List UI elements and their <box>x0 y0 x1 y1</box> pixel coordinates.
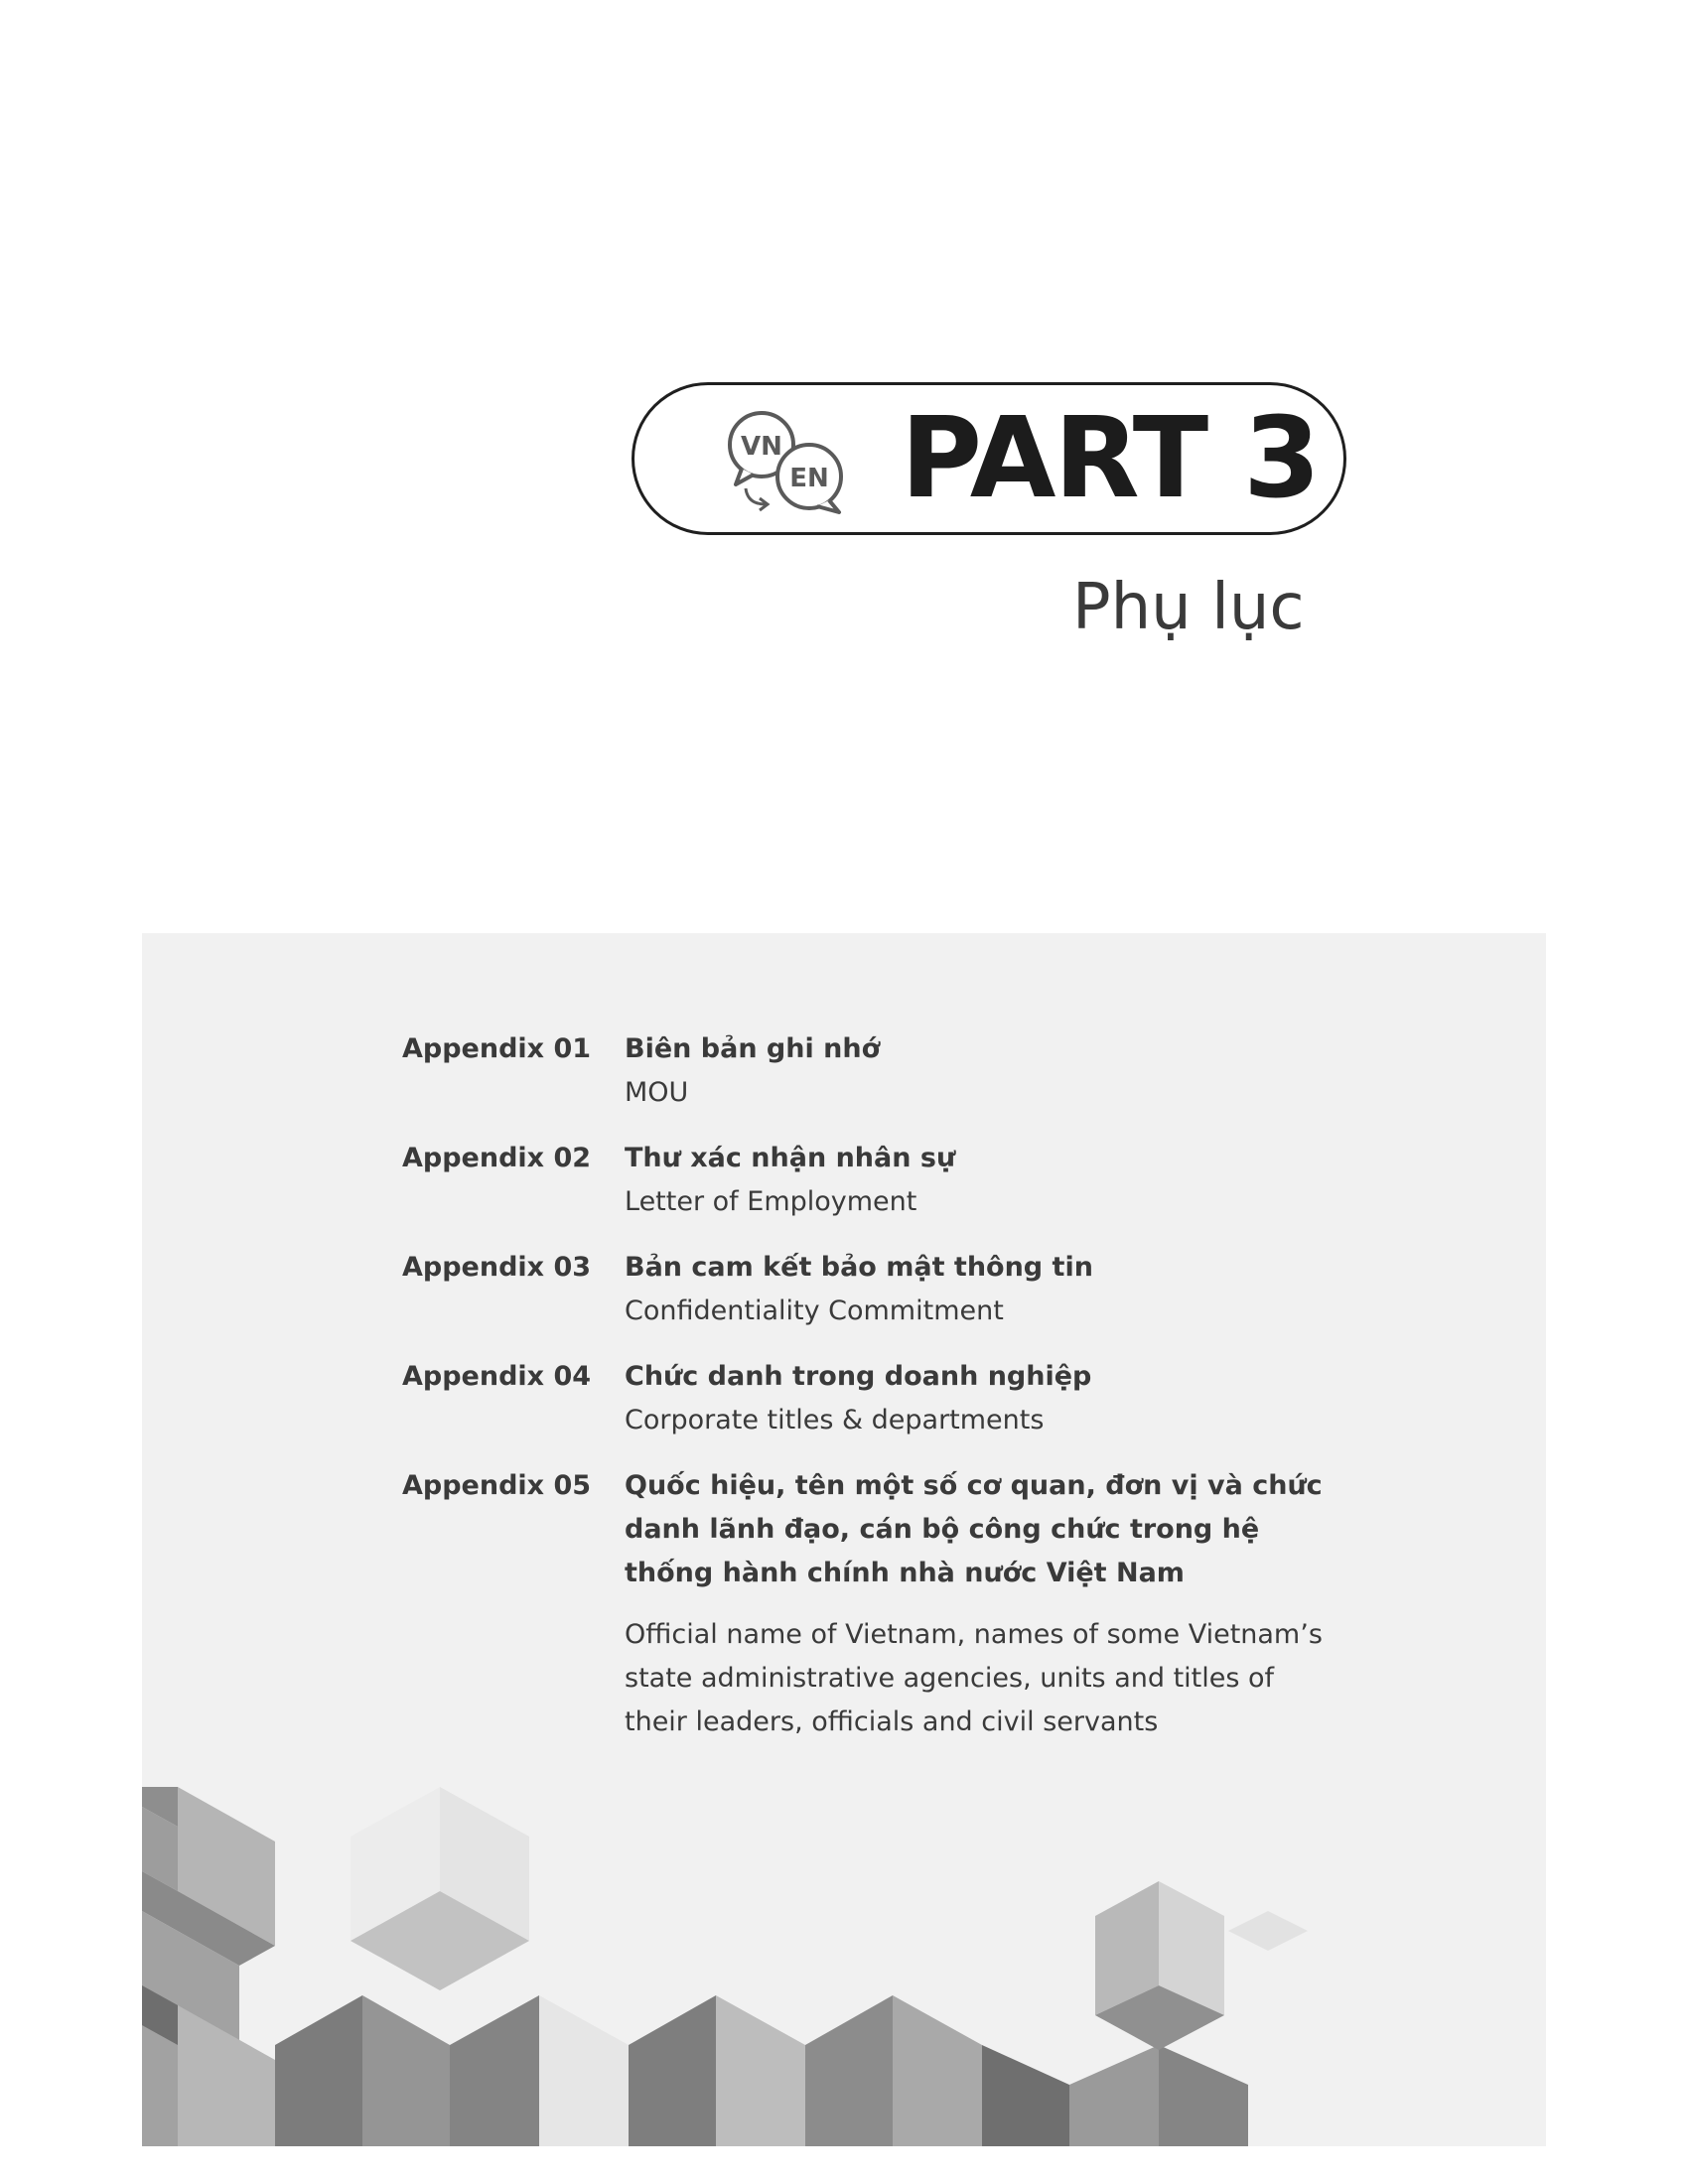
appendix-label: Appendix 03 <box>402 1252 592 1283</box>
vn-bubble-label: VN <box>741 432 782 462</box>
appendix-title-vi: Chức danh trong doanh nghiệp <box>625 1361 1092 1392</box>
appendix-title-en: Letter of Employment <box>625 1186 917 1217</box>
appendix-entry <box>402 1027 1395 1115</box>
decorative-cube-pattern <box>142 1787 1546 2146</box>
appendix-title-en: Confidentiality Commitment <box>625 1296 1004 1326</box>
appendix-title-en: Corporate titles & departments <box>625 1405 1045 1435</box>
appendix-title-vi: Biên bản ghi nhớ <box>625 1033 881 1064</box>
appendix-label: Appendix 01 <box>402 1033 592 1064</box>
appendix-entry <box>402 1246 1395 1333</box>
appendix-entry <box>402 1464 1395 1744</box>
appendix-title-vi: Thư xác nhận nhân sự <box>625 1143 956 1173</box>
appendix-title-vi: Bản cam kết bảo mật thông tin <box>625 1252 1093 1283</box>
appendix-label: Appendix 04 <box>402 1361 592 1392</box>
part-title-pill <box>632 382 1346 535</box>
appendix-entry <box>402 1355 1395 1442</box>
appendix-list <box>402 1027 1395 1766</box>
appendix-label: Appendix 05 <box>402 1470 592 1501</box>
appendix-title-vi: Quốc hiệu, tên một số cơ quan, đơn vị và chức danh lãnh đạo, cán bộ công chức trong hệ thống hành chính nhà nước Việt Nam <box>625 1470 1323 1588</box>
appendix-panel <box>142 933 1546 2146</box>
appendix-title-en: Official name of Vietnam, names of some Vietnam’s state administrative agencies, units and titles of their leaders, officials and civil servants <box>625 1619 1323 1737</box>
appendix-title-en: MOU <box>625 1077 689 1108</box>
part-subtitle: Phụ lục <box>1072 571 1305 644</box>
appendix-entry <box>402 1137 1395 1224</box>
part-title: PART 3 <box>901 394 1320 523</box>
vn-en-translate-icon <box>722 405 851 514</box>
en-bubble-label: EN <box>789 464 829 493</box>
appendix-label: Appendix 02 <box>402 1143 592 1173</box>
